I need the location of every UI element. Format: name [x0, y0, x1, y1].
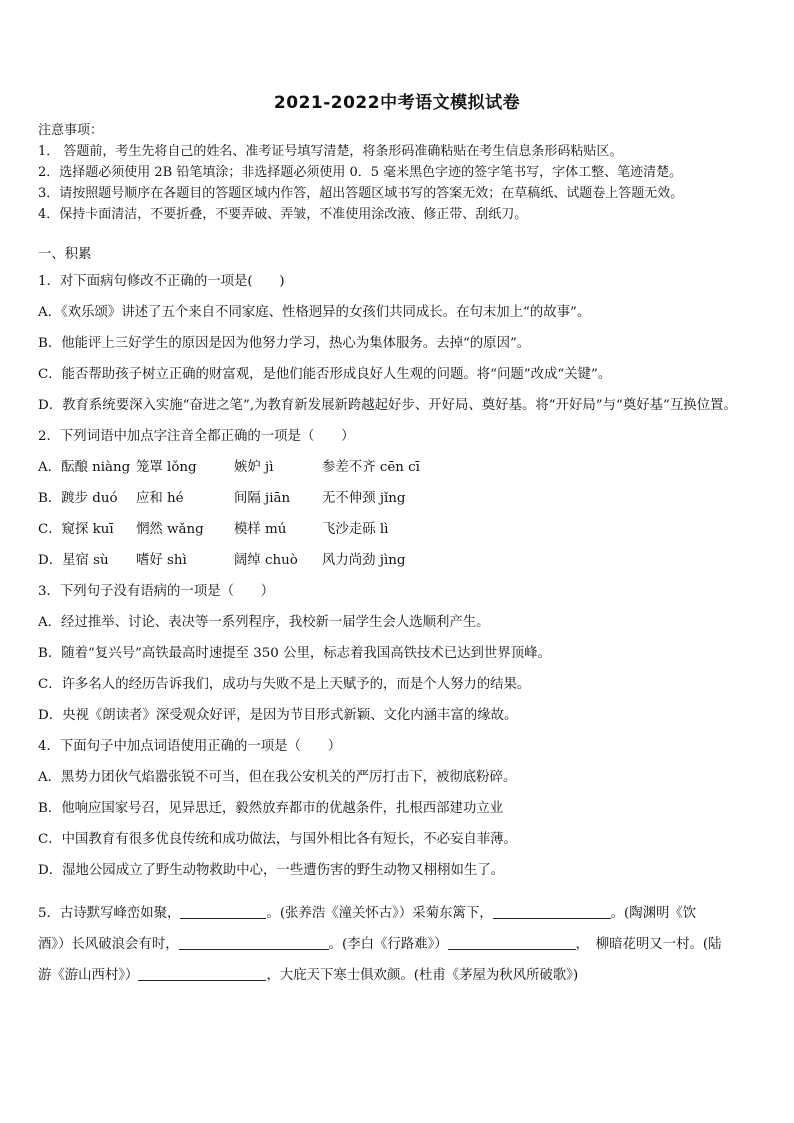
option-word: C．窥探 kuī — [38, 522, 114, 537]
answer-blank[interactable] — [179, 935, 329, 950]
question-3-stem: 3．下列句子没有语病的一项是（ ） — [38, 584, 275, 599]
option-word: B．踱步 duó — [38, 491, 118, 506]
question-5 — [38, 898, 760, 991]
option-word: 嫉妒 jì — [234, 460, 274, 475]
q5-text: 。(陶渊明《饮 — [610, 906, 697, 921]
option-word: A．酝酿 niàng — [38, 460, 131, 475]
question-3-option-b: B．随着“复兴号”高铁最高时速提至 350 公里，标志着我国高铁技术已达到世界顶峰。 — [38, 646, 551, 661]
question-4-option-b: B．他响应国家号召，见异思迁，毅然放弃都市的优越条件，扎根西部建功立业 — [38, 801, 504, 816]
q5-text: ， 柳暗花明又一村。(陆 — [575, 937, 722, 952]
question-3-option-c: C．许多名人的经历告诉我们，成功与失败不是上天赋予的，而是个人努力的结果。 — [38, 677, 531, 692]
question-2-option-c — [38, 514, 760, 545]
notice-item: 3．请按照题号顺序在各题目的答题区域内作答，超出答题区域书写的答案无效；在草稿纸、试题卷上答题无效。 — [38, 186, 684, 201]
q5-text: 。(张养浩《潼关怀古》）采菊东篱下， — [266, 906, 493, 921]
question-2-option-d — [38, 545, 760, 576]
q5-text: 。(李白《行路难》） — [328, 937, 448, 952]
answer-blank[interactable] — [180, 904, 266, 919]
question-2-stem: 2．下列词语中加点字注音全都正确的一项是（ ） — [38, 429, 355, 444]
question-1-option-a: A．《欢乐颂》讲述了五个来自不同家庭、性格迥异的女孩们共同成长。在句末加上“的故事”。 — [38, 305, 591, 320]
exam-title: 2021-2022中考语文模拟试卷 — [273, 93, 521, 113]
notice-item: 2．选择题必须使用 2B 铅笔填涂；非选择题必须使用 0．5 毫米黑色字迹的签字笔书写，字体工整、笔迹清楚。 — [38, 165, 683, 180]
notice-heading: 注意事项： — [38, 123, 104, 138]
option-word: 笼罩 lǒng — [136, 460, 197, 475]
notice-block — [38, 120, 768, 225]
option-word: 模样 mú — [234, 522, 287, 537]
option-word: 阔绰 chuò — [234, 553, 298, 568]
option-word: 嗜好 shì — [136, 553, 187, 568]
question-2-option-b — [38, 483, 760, 514]
q5-text: 酒》）长风破浪会有时， — [38, 937, 179, 952]
question-2-option-a — [38, 452, 760, 483]
option-word: 惘然 wǎng — [136, 522, 204, 537]
option-word: 飞沙走砾 lì — [322, 522, 389, 537]
question-1-option-d: D．教育系统要深入实施“奋进之笔”,为教育新发展新跨越起好步、开好局、奠好基。将“开好局”与“奠好基”互换位置。 — [38, 398, 737, 413]
q5-text: 游《游山西村》） — [38, 968, 139, 983]
q5-text: 5．古诗默写峰峦如聚， — [38, 906, 181, 921]
question-4-option-c: C．中国教育有很多优良传统和成功做法，与国外相比各有短长，不必妄自菲薄。 — [38, 832, 517, 847]
question-1-option-b: B．他能评上三好学生的原因是因为他努力学习，热心为集体服务。去掉“的原因”。 — [38, 336, 531, 351]
exam-body — [38, 244, 760, 991]
question-4-stem: 4．下面句子中加点词语使用正确的一项是（ ） — [38, 739, 342, 754]
notice-item: 1． 答题前，考生先将自己的姓名、准考证号填写清楚，将条形码准确粘贴在考生信息条形码粘贴区。 — [38, 144, 623, 159]
option-word: 间隔 jiān — [234, 491, 291, 506]
question-1-option-c: C．能否帮助孩子树立正确的财富观，是他们能否形成良好人生观的问题。将“问题”改成“关键”。 — [38, 367, 612, 382]
option-word: 应和 hé — [136, 491, 184, 506]
answer-blank[interactable] — [138, 966, 266, 981]
option-word: D．星宿 sù — [38, 553, 109, 568]
question-1-stem: 1．对下面病句修改不正确的一项是( ) — [38, 274, 285, 289]
answer-blank[interactable] — [493, 904, 611, 919]
section-heading: 一、积累 — [38, 247, 92, 262]
option-word: 无不伸颈 jǐng — [322, 491, 406, 506]
answer-blank[interactable] — [448, 935, 576, 950]
question-3-option-a: A．经过推举、讨论、表决等一系列程序，我校新一届学生会人选顺利产生。 — [38, 615, 490, 630]
question-4-option-a: A．黑势力团伙气焰嚣张锐不可当，但在我公安机关的严厉打击下，被彻底粉碎。 — [38, 770, 517, 785]
option-word: 风力尚劲 jìng — [322, 553, 406, 568]
question-4-option-d: D．湿地公园成立了野生动物救助中心，一些遭伤害的野生动物又栩栩如生了。 — [38, 863, 505, 878]
notice-item: 4．保持卡面清洁，不要折叠，不要弄破、弄皱，不准使用涂改液、修正带、刮纸刀。 — [38, 207, 528, 222]
question-3-option-d: D．央视《朗读者》深受观众好评，是因为节目形式新颖、文化内涵丰富的缘故。 — [38, 708, 518, 723]
q5-text: ，大庇天下寒士俱欢颜。(杜甫《茅屋为秋风所破歌》) — [266, 968, 579, 983]
option-word: 参差不齐 cēn cī — [322, 460, 420, 475]
